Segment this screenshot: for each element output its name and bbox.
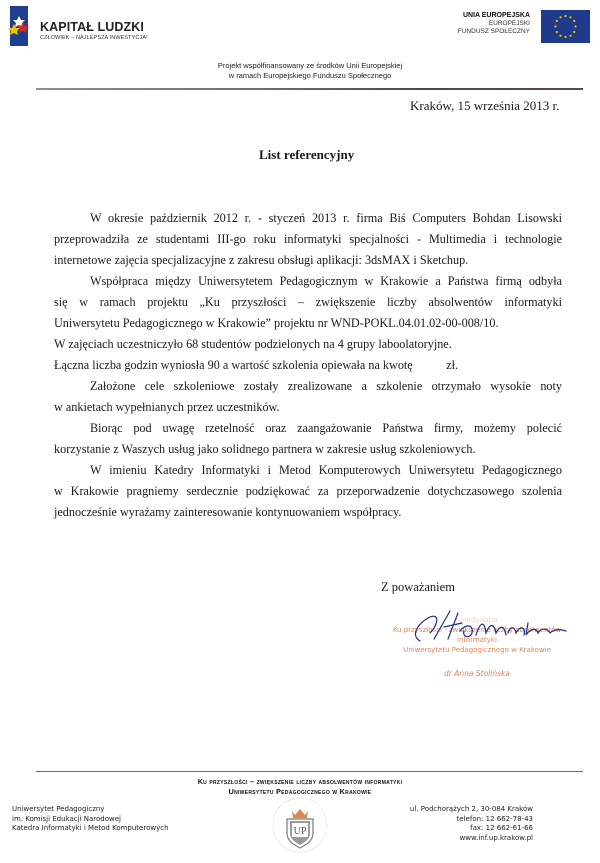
eu-label-line1: UNIA EUROPEJSKA [462,12,530,19]
handwritten-signature-icon [400,605,580,645]
footer-phone: telefon: 12 662-78-43 [456,814,533,823]
paragraph-7-line-1: W imieniu Katedry Informatyki i Metod Komputerowych Uniwersytetu Pedagogicznego [90,463,562,477]
paragraph-5-line-1: Założone cele szkoleniowe zostały zrealizowane a szkolenie otrzymało wysokie noty [90,379,562,393]
stamp-line3: informatyki [457,636,497,644]
footer-left-line1: Uniwersytet Pedagogiczny [12,805,105,813]
footer-website-link[interactable]: www.inf.up.krakow.pl [459,833,533,842]
stamp-line4: Uniwersytetu Pedagogicznego w Krakowie [403,646,551,654]
paragraph-7-line-2: w Krakowie pragniemy serdecznie podziękować za przeporwadzenie dotychczasowego szolenia [54,484,562,498]
paragraph-2-line-3: Uniwersytetu Pedagogicznego w Krakowie” projektu nr WND-POKL.04.01.02-00-008/10. [54,316,499,330]
kapital-ludzki-title: KAPITAŁ LUDZKI [40,20,144,34]
eu-flag-icon [541,10,590,43]
paragraph-3: W zajęciach uczestniczyło 68 studentów podzielonych na 4 grupy laboolatoryjne. [54,337,452,351]
paragraph-6-line-2: korzystanie z Waszych usług jako solidnego partnera w zakresie usług szkoleniowych. [54,442,476,456]
paragraph-5 [54,376,562,418]
eu-label-line3: FUNDUSZ SPOŁECZNY [457,28,530,35]
paragraph-7 [54,460,562,523]
project-cofinancing-note [150,61,470,81]
footer-contact-info [410,805,533,843]
paragraph-2-line-2: się w ramach projektu „Ku przyszłości – zwiększenie liczby absolwentów informatyki [54,295,562,309]
footer-divider [36,771,583,772]
kapital-ludzki-subtitle: CZŁOWIEK – NAJLEPSZA INWESTYCJA! [40,35,148,41]
footer-university-info [12,805,169,834]
letter-title: List referencyjny [259,147,355,162]
footer-fax: fax: 12 662-61-66 [470,824,533,832]
paragraph-5-line-2: w ankietach wypełnianych przez uczestników. [54,400,280,414]
kapital-ludzki-wordmark [40,21,148,41]
footer-left-line3: Katedra Informatyki i Metod Komputerowych [12,824,169,832]
stamp-line2: Ku przyszłości - zwiększenie liczby absolwentów [392,626,562,634]
paragraph-6 [54,418,562,460]
paragraph-2 [54,271,562,334]
project-note-line2: w ramach Europejskiego Funduszu Społecznego [228,71,392,80]
footer-left-line2: im. Komisji Edukacji Narodowej [12,814,121,823]
university-logo-icon [270,795,330,855]
stamp-name: dr Anna Stolińska [444,669,510,678]
footer-project-title [100,777,500,797]
footer-title-line1: Ku przyszłości – zwiększenie liczby absolwentów informatyki [197,777,403,786]
letter-closing: Z poważaniem [381,580,455,594]
footer-address: ul. Podchorążych 2, 30-084 Kraków [409,805,533,813]
paragraph-2-line-1: Współpraca między Uniwersytetem Pedagogicznym w Krakowie a Państwa firmą odbyła [90,274,562,288]
paragraph-1-line-1: W okresie październik 2012 r. - styczeń 2013 r. firma Biś Computers Bohdan Lisowski [90,211,562,225]
letter-date: Kraków, 15 września 2013 r. [410,98,560,113]
eu-label-line2: EUROPEJSKI [488,20,530,27]
paragraph-4: Łączna liczba godzin wyniosła 90 a wartość szkolenia opiewała na kwotę zł. [54,358,459,372]
paragraph-1-line-2: przeprowadziła ze studentami III-go roku informatyki specjalności - Multimedia i technologie [54,232,562,246]
paragraph-1 [54,208,562,271]
paragraph-7-line-3: jednocześnie wyrażamy zainteresowanie kontynuowaniem współpracy. [54,505,402,519]
stamp-line1: Koordynator [455,616,499,624]
paragraph-6-line-1: Biorąc pod uwagę rzetelność oraz zaangażowanie Państwa firmy, możemy polecić [90,421,562,435]
eu-label [458,12,530,36]
header-divider [36,88,583,90]
paragraph-1-line-3: internetowe zajęcia specjalizacyjne z zakresu obsługi aplikacji: 3dsMAX i Sketchup. [54,253,469,267]
university-logo-text: UP [293,826,307,837]
kapital-ludzki-logo-icon [8,4,30,48]
project-note-line1: Projekt współfinansowany ze środków Unii Europejskiej [217,61,403,70]
footer-title-line2: Uniwersytetu Pedagogicznego w Krakowie [228,787,372,796]
